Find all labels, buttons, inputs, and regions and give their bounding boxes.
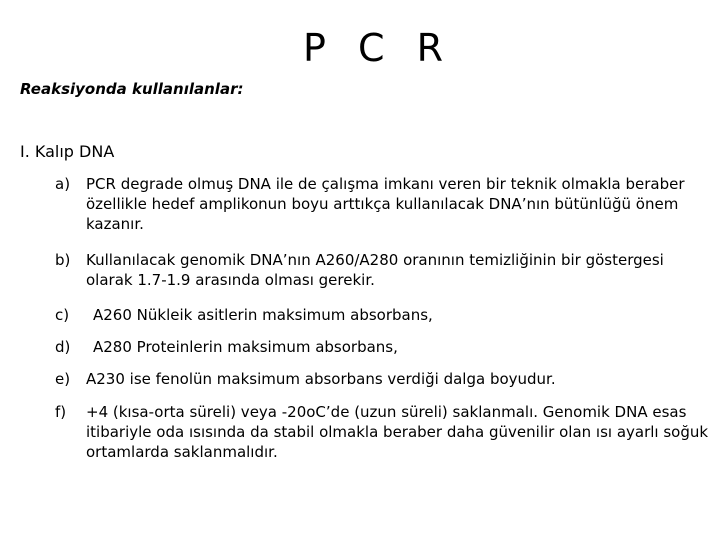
list-marker: d): [55, 338, 71, 356]
subtitle: Reaksiyonda kullanılanlar:: [20, 80, 244, 98]
list-item-c: [55, 305, 715, 325]
list-item-text: PCR degrade olmuş DNA ile de çalışma imkanı veren bir teknik olmakla beraber özellikle hedef amplikonun boyu arttıkça kullanılacak DNA’nın bütünlüğü önem kazanır.: [86, 175, 685, 233]
list-marker: b): [55, 251, 71, 269]
list-item-a: [55, 174, 715, 234]
list-marker: c): [55, 306, 70, 324]
list-item-text: A280 Proteinlerin maksimum absorbans,: [93, 338, 398, 356]
list-item-e: [55, 369, 715, 389]
list-marker: f): [55, 403, 67, 421]
slide-title: P C R: [303, 26, 454, 70]
list-item-d: [55, 337, 715, 357]
list-item-b: [55, 250, 715, 290]
list-marker: a): [55, 175, 71, 193]
list-item-text: A260 Nükleik asitlerin maksimum absorbans,: [93, 306, 433, 324]
section-heading: I. Kalıp DNA: [20, 142, 115, 161]
list-item-text: +4 (kısa-orta süreli) veya -20oC’de (uzun süreli) saklanmalı. Genomik DNA esas itibariyle oda ısısında da stabil olmakla beraber daha güvenilir olan ısı ayarlı soğuk ortamlarda saklanmalıdır.: [86, 403, 709, 461]
list-item-text: Kullanılacak genomik DNA’nın A260/A280 oranının temizliğinin bir göstergesi olarak 1.7-1.9 arasında olması gerekir.: [86, 251, 664, 289]
list-item-f: [55, 402, 715, 462]
list-item-text: A230 ise fenolün maksimum absorbans verdiği dalga boyudur.: [86, 370, 556, 388]
list-marker: e): [55, 370, 71, 388]
